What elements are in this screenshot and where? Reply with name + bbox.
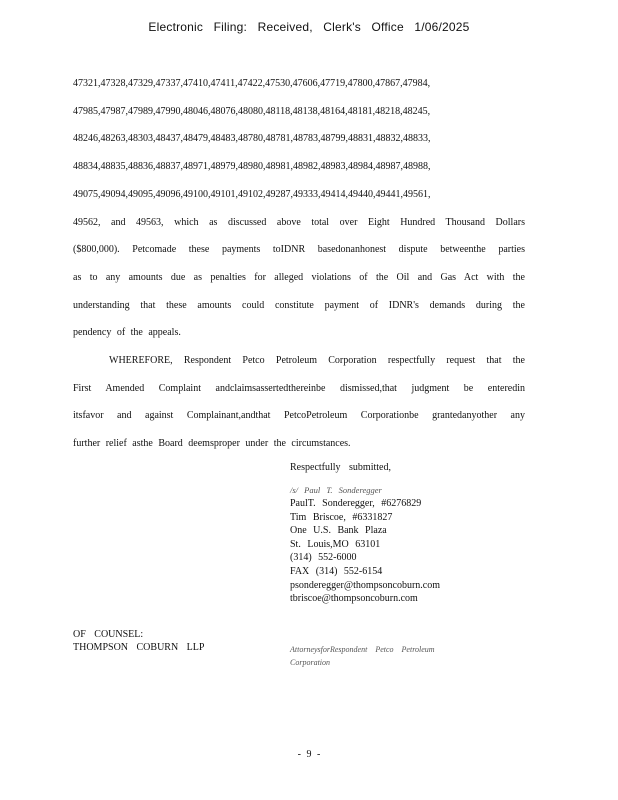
body-line: 47985,47987,47989,47990,48046,48076,48080,48118,48138,48164,48181,48218,48245,	[73, 105, 431, 117]
email-1: psonderegger@thompsoncoburn.com	[290, 579, 441, 591]
attorney-name-2: Tim Briscoe, #6331827	[290, 511, 393, 523]
attorney-name-1: PaulT. Sonderegger, #6276829	[290, 498, 422, 509]
law-firm-name: THOMPSON COBURN LLP	[73, 642, 205, 653]
body-line: 48834,48835,48836,48837,48971,48979,48980,48981,48982,48983,48984,48987,48988,	[73, 161, 431, 173]
phone-number: (314) 552-6000	[290, 552, 357, 564]
fax-number: FAX (314) 552-6154	[290, 565, 383, 577]
body-line: 49075,49094,49095,49096,49100,49101,49102,49287,49333,49414,49440,49441,49561,	[73, 188, 431, 200]
body-line: itsfavor and against Complainant,andthat PetcoPetroleum Corporationbe grantedanyother any	[73, 410, 525, 422]
body-line: further relief asthe Board deemsproper under the circumstances.	[73, 438, 351, 450]
filing-header: Electronic Filing: Received, Clerk's Office 1/06/2025	[148, 20, 470, 34]
body-line: First Amended Complaint andclaimsassertedthereinbe dismissed,that judgment be enteredin	[73, 382, 525, 394]
wherefore-line: WHEREFORE, Respondent Petco Petroleum Corporation respectfully request that the	[109, 355, 525, 367]
body-line: ($800,000). Petcomade these payments toIDNR basedonanhonest dispute betweenthe parties	[73, 244, 525, 256]
page-number: - 9 -	[297, 749, 321, 760]
body-line: 47321,47328,47329,47337,47410,47411,47422,47530,47606,47719,47800,47867,47984,	[73, 78, 431, 89]
attorneys-for-line-2: Corporation	[290, 658, 331, 667]
body-line: pendency of the appeals.	[73, 327, 181, 339]
signature-block	[290, 462, 440, 606]
body-line: as to any amounts due as penalties for alleged violations of the Oil and Gas Act with the	[73, 271, 525, 283]
electronic-signature: /s/ Paul T. Sonderegger	[290, 485, 382, 495]
body-text	[73, 70, 525, 458]
address-line-2: St. Louis,MO 63101	[290, 538, 381, 550]
email-2: tbriscoe@thompsoncoburn.com	[290, 593, 418, 605]
address-line-1: One U.S. Bank Plaza	[290, 525, 387, 537]
body-line: 48246,48263,48303,48437,48479,48483,48780,48781,48783,48799,48831,48832,48833,	[73, 133, 431, 145]
attorneys-for-block	[290, 643, 490, 669]
body-line: understanding that these amounts could constitute payment of IDNR's demands during the	[73, 299, 525, 311]
of-counsel-label: OF COUNSEL:	[73, 629, 144, 640]
attorneys-for-line-1: AttorneysforRespondent Petco Petroleum	[290, 645, 435, 654]
of-counsel-block	[73, 628, 204, 654]
respectfully-submitted: Respectfully submitted,	[290, 462, 391, 473]
body-line: 49562, and 49563, which as discussed above total over Eight Hundred Thousand Dollars	[73, 216, 525, 228]
